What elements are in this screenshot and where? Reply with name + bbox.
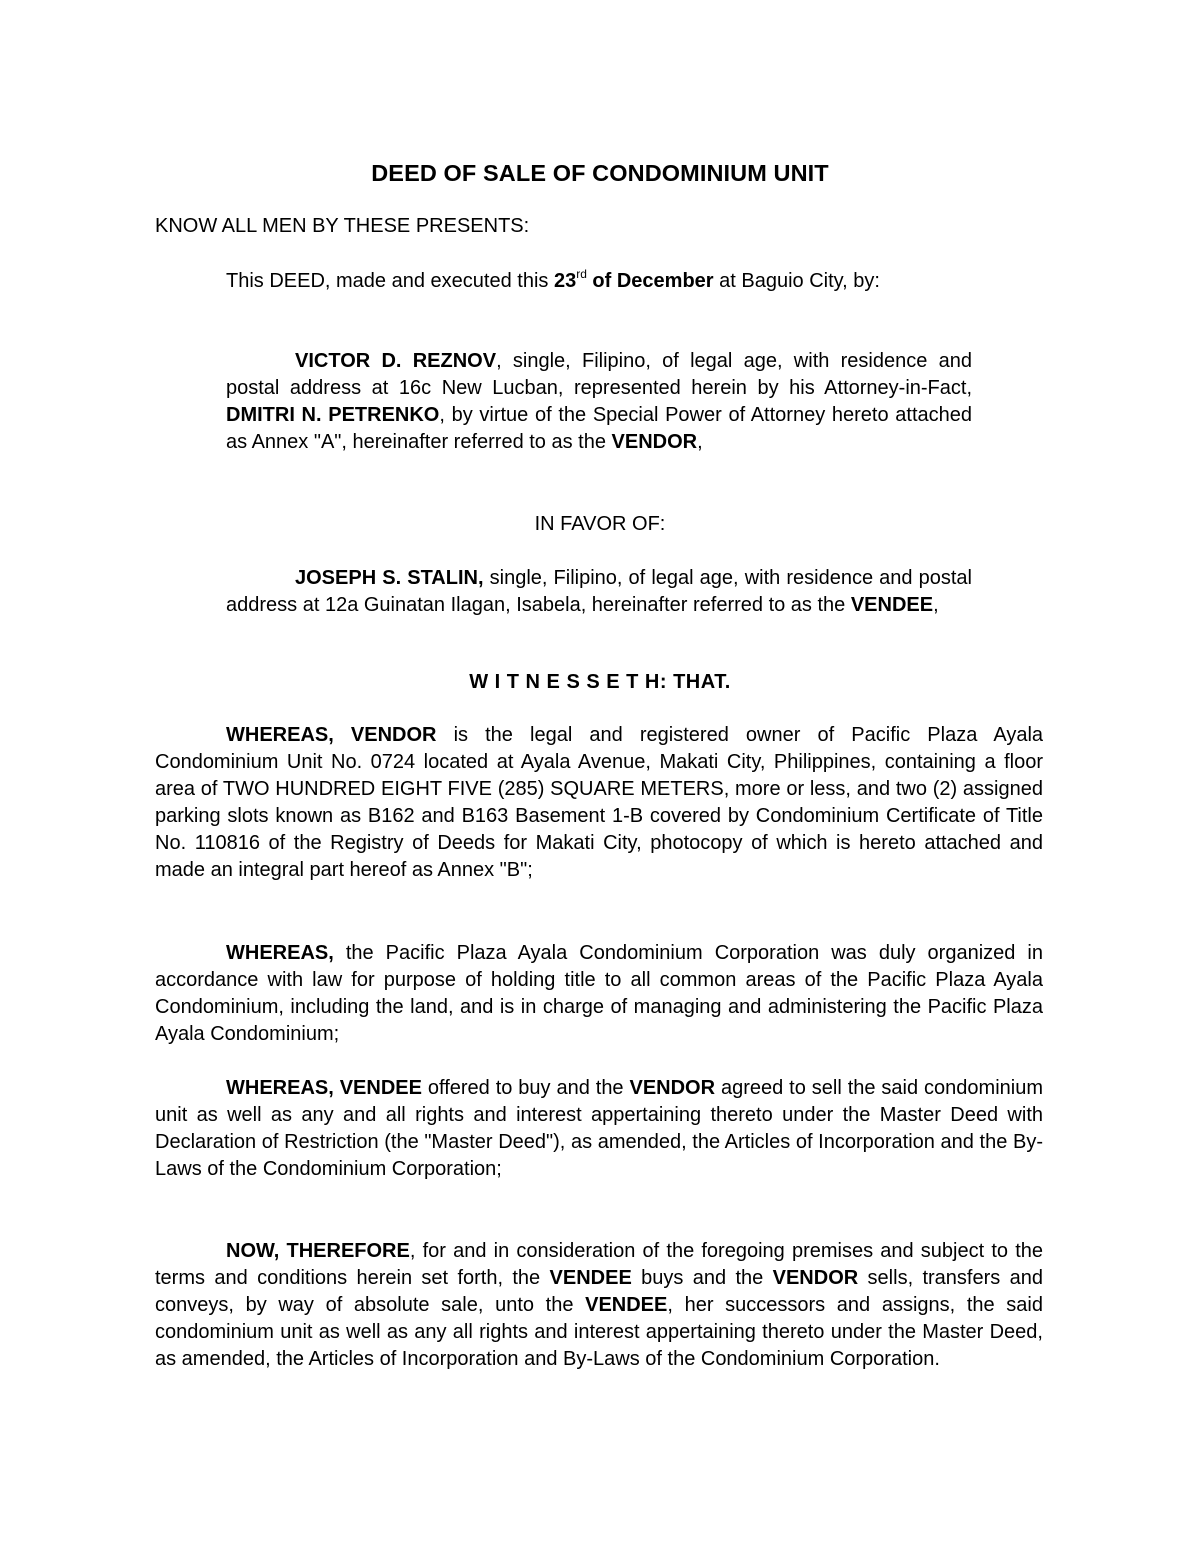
in-favor-of: IN FAVOR OF: [534, 513, 666, 535]
vendee-paragraph [226, 565, 972, 619]
vendor-text-2: , by virtue of the Special Power of Attorney hereto attached as Annex "A", hereinafter referred to as the [226, 404, 972, 453]
vendor-end: , [697, 431, 703, 453]
execution-line [226, 267, 880, 293]
vendor-text-1: , single, Filipino, of legal age, with residence and postal address at 16c New Lucban, represented herein by his Attorney-in-Fact, [226, 350, 972, 399]
whereas-3-vendor: VENDOR [629, 1077, 716, 1099]
execution-prefix: This DEED, made and executed this [226, 270, 554, 292]
whereas-paragraph-3 [155, 1075, 1043, 1183]
vendor-paragraph [226, 348, 972, 456]
now-therefore-text-3: sells, transfers and conveys, by way of absolute sale, unto the [155, 1267, 1043, 1316]
vendor-role: VENDOR [611, 431, 698, 453]
vendee-end: , [933, 594, 939, 616]
know-all-line: KNOW ALL MEN BY THESE PRESENTS: [155, 215, 530, 237]
execution-day: 23 [553, 270, 577, 292]
whereas-1-text: is the legal and registered owner of Pacific Plaza Ayala Condominium Unit No. 0724 located at Ayala Avenue, Makati City, Philippines, containing a floor area of TWO HUNDRED EIGHT FIVE (285) SQUARE METERS, more or less, and two (2) assigned parking slots known as B162 and B163 Basement 1-B covered by Condominium Certificate of Title No. 110816 of the Registry of Deeds for Makati City, photocopy of which is hereto attached and made an integral part hereof as Annex "B"; [155, 724, 1044, 881]
now-therefore-vendee-2: VENDEE [585, 1294, 668, 1316]
whereas-paragraph-1 [155, 722, 1043, 884]
now-therefore-text-1: , for and in consideration of the foregoing premises and subject to the terms and conditions herein set forth, the [155, 1240, 1043, 1289]
execution-day-suffix: rd [576, 267, 587, 281]
now-therefore-text-2: buys and the [631, 1267, 773, 1289]
whereas-paragraph-2 [155, 940, 1043, 1048]
whereas-1-lead: WHEREAS, VENDOR [226, 724, 437, 746]
vendee-name: JOSEPH S. STALIN, [295, 567, 484, 589]
whereas-3-text-1: offered to buy and the [421, 1077, 630, 1099]
vendor-name: VICTOR D. REZNOV [295, 350, 497, 372]
now-therefore-lead: NOW, THEREFORE [226, 1240, 410, 1262]
execution-suffix: at Baguio City, by: [713, 270, 880, 292]
document-title: DEED OF SALE OF CONDOMINIUM UNIT [371, 160, 829, 186]
execution-month: of December [586, 270, 714, 292]
attorney-name: DMITRI N. PETRENKO [226, 404, 440, 426]
vendee-role: VENDEE [850, 594, 934, 616]
now-therefore-text-4: , her successors and assigns, the said condominium unit as well as any all rights and interest appertaining thereto under the Master Deed, as amended, the Articles of Incorporation and By-Laws of the Condominium Corporation. [155, 1294, 1043, 1370]
witnesseth-heading: W I T N E S S E T H: THAT. [469, 671, 731, 693]
now-therefore-vendor: VENDOR [772, 1267, 859, 1289]
whereas-3-lead: WHEREAS, VENDEE [226, 1077, 422, 1099]
whereas-3-text-2: agreed to sell the said condominium unit as well as any and all rights and interest appertaining thereto under the Master Deed with Declaration of Restriction (the "Master Deed"), as amended, the Articles of Incorporation and the By-Laws of the Condominium Corporation; [155, 1077, 1043, 1180]
vendee-text-1: single, Filipino, of legal age, with residence and postal address at 12a Guinatan Ilagan, Isabela, hereinafter referred to as the [226, 567, 972, 616]
whereas-2-lead: WHEREAS, [226, 942, 334, 964]
now-therefore-paragraph [155, 1238, 1043, 1373]
whereas-2-text: the Pacific Plaza Ayala Condominium Corporation was duly organized in accordance with law for purpose of holding title to all common areas of the Pacific Plaza Ayala Condominium, including the land, and is in charge of managing and administering the Pacific Plaza Ayala Condominium; [155, 942, 1043, 1045]
now-therefore-vendee-1: VENDEE [549, 1267, 632, 1289]
